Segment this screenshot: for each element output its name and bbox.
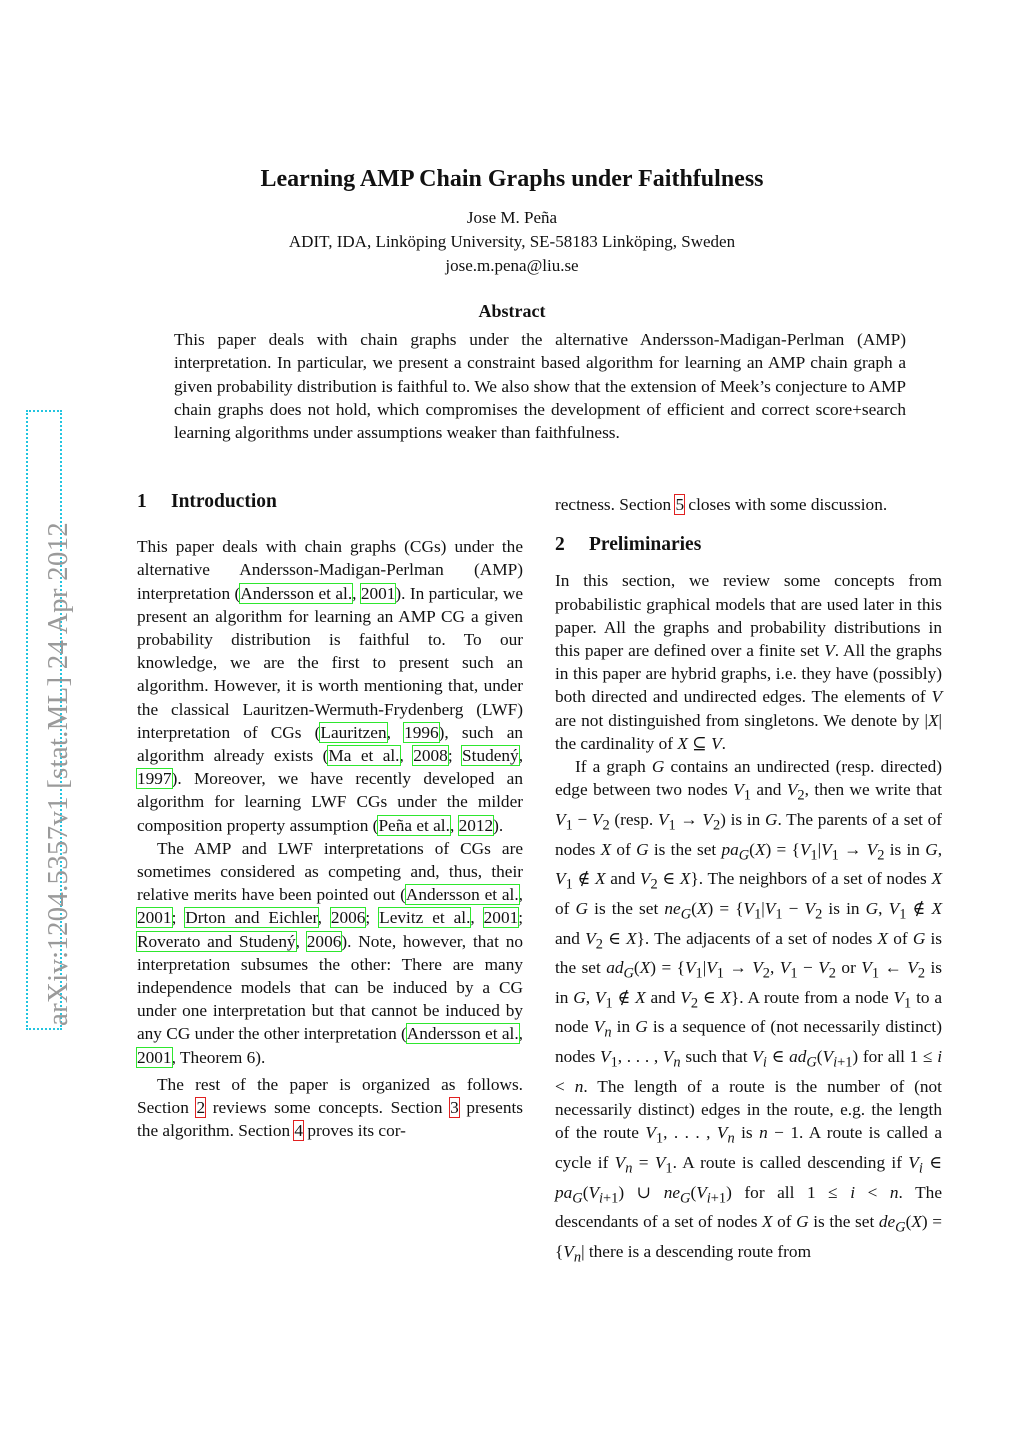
right-column — [555, 490, 942, 1269]
citation-link[interactable]: Andersson et al. — [405, 885, 519, 905]
citation-link[interactable]: Peña et al. — [378, 815, 450, 835]
abstract-text: This paper deals with chain graphs under the alternative Andersson-Madigan-Perlman (AMP) interpretation. In particular, we present a constraint based algorithm for learning an AMP chain graph a given probability distribution is faithful to. We also show that the extension of Meek’s conjecture to AMP chain graphs does not hold, which compromises the development of efficient and correct score+search learning algorithms under assumptions weaker than faithfulness. — [174, 330, 906, 443]
citation-link[interactable]: 2008 — [413, 746, 448, 766]
citation-link[interactable]: 2006 — [330, 908, 366, 928]
citation-link[interactable]: 2006 — [306, 931, 342, 951]
citation-link[interactable]: Roverato and Studený — [137, 931, 296, 951]
section-heading-preliminaries: 2 Preliminaries — [555, 534, 702, 556]
section-reference-link[interactable]: 5 — [675, 495, 685, 514]
section-reference-link[interactable]: 4 — [294, 1121, 304, 1141]
citation-link[interactable]: 2001 — [360, 583, 396, 603]
citation-link[interactable]: Levitz et al. — [379, 908, 471, 928]
author-name: Jose M. Peña — [466, 208, 558, 227]
intro-paragraph-1: This paper deals with chain graphs (CGs) under the alternative Andersson-Madigan-Perlman (AMP) interpretation (Andersson et al., 2001). In particular, we present an algorithm for learning an AMP CG a given probability distribution is faithful to. To our knowledge, we are the first to present such an algorithm. However, it is worth mentioning that, under the classical Lauritzen-Wermuth-Frydenberg (LWF) interpretation of CGs (Lauritzen, 1996), such an algorithm already exists (Ma et al., 2008; Studený, 1997). Moreover, we have recently developed an algorithm for learning LWF CGs under the milder composition property assumption (Peña et al., 2012). — [137, 537, 524, 835]
left-column — [137, 490, 523, 1142]
paper-title: Learning AMP Chain Graphs under Faithfulness — [260, 166, 764, 192]
citation-link[interactable]: 1996 — [404, 722, 439, 742]
citation-link[interactable]: Andersson et al. — [240, 583, 353, 603]
citation-link[interactable]: 2001 — [483, 908, 519, 928]
author-email: jose.m.pena@liu.se — [445, 256, 579, 275]
abstract-heading: Abstract — [478, 301, 546, 321]
intro-paragraph-3-continued: rectness. Section 5 closes with some discussion. — [555, 495, 888, 514]
intro-paragraph-2: The AMP and LWF interpretations of CGs are sometimes considered as competing and, thus, their relative merits have been pointed out (Andersson et al., 2001; Drton and Eichler, 2006; Levitz et al., 2001; Roverato and Studený, 2006). Note, however, that no interpretation subsumes the other: There are many independence models that can be induced by a CG under one interpretation but that cannot be induced by any CG under the other interpretation (Andersson et al., 2001, Theorem 6). — [137, 838, 524, 1067]
citation-link[interactable]: 1997 — [137, 769, 172, 789]
citation-link[interactable]: Andersson et al. — [406, 1024, 519, 1044]
citation-link[interactable]: Lauritzen — [320, 722, 387, 742]
prelim-paragraph-2: If a graph G contains an undirected (resp. directed) edge between two nodes $V_1$ and $V_2$, then we write that $V_1 - V_2$ (resp. $V_1 \to V_2$) is in G. The parents of a set of nodes X of G is the set $pa_G(X) = \{V_1|V_1 \to V_2$ is in G, $V_1$ ∉ X and $V_2$ ∈ X}. The neighbors of a set of nodes X of G is the set $ne_G(X) = \{V_1|V_1 - V_2$ is in G, $V_1$ ∉ X and $V_2$ ∈ X}. The adjacents of a set of nodes X of G is the set $ad_G(X) = \{V_1|V_1 \to V_2$, $V_1 - V_2$ or $V_1$ ← $V_2$ is in G, $V_1$ ∉ X and $V_2$ ∈ X}. A route from a node $V_1$ to a node $V_n$ in G is a sequence of (not necessarily distinct) nodes $V_1$, . . . , $V_n$ such that $V_i$ ∈ $ad_G(V_{i+1})$ for all 1 ≤ i < n. The length of a route is the number of (not necessarily distinct) edges in the route, e.g. the length of the route $V_1$, . . . , $V_n$ is n − 1. A route is called a cycle if $V_n = V_1$. A route is called descending if $V_i$ ∈ $pa_G(V_{i+1})$ ∪ $ne_G(V_{i+1})$ for all 1 ≤ i < n. The descendants of a set of nodes X of G is the set $de_G(X) = \{V_n|$ there is a descending route from — [555, 757, 943, 1266]
prelim-paragraph-1: In this section, we review some concepts from probabilistic graphical models that are used later in this paper. All the graphs and probability distributions in this paper are defined over a finite set V. All the graphs in this paper are hybrid graphs, i.e. they have (possibly) both directed and undirected edges. The elements of V are not distinguished from singletons. We denote by |X| the cardinality of X ⊆ V. — [555, 571, 942, 753]
citation-link[interactable]: Drton and Eichler — [185, 908, 318, 928]
citation-link[interactable]: 2012 — [458, 815, 494, 835]
intro-paragraph-3: The rest of the paper is organized as follows. Section 2 reviews some concepts. Section 3 presents the algorithm. Section 4 proves its cor- — [137, 1074, 524, 1141]
arxiv-identifier[interactable]: arXiv:1204.5357v1 [stat.ML] 24 Apr 2012 — [42, 522, 74, 1026]
citation-link[interactable]: Ma et al. — [328, 746, 400, 766]
citation-link[interactable]: Studený — [462, 746, 519, 766]
section-reference-link[interactable]: 2 — [196, 1098, 206, 1118]
citation-link[interactable]: 2001 — [137, 908, 172, 928]
citation-link[interactable]: 2001 — [137, 1047, 172, 1067]
author-affiliation: ADIT, IDA, Linköping University, SE-58183 Linköping, Sweden — [288, 232, 736, 251]
section-reference-link[interactable]: 3 — [450, 1098, 459, 1118]
section-heading-introduction: 1 Introduction — [137, 491, 277, 512]
